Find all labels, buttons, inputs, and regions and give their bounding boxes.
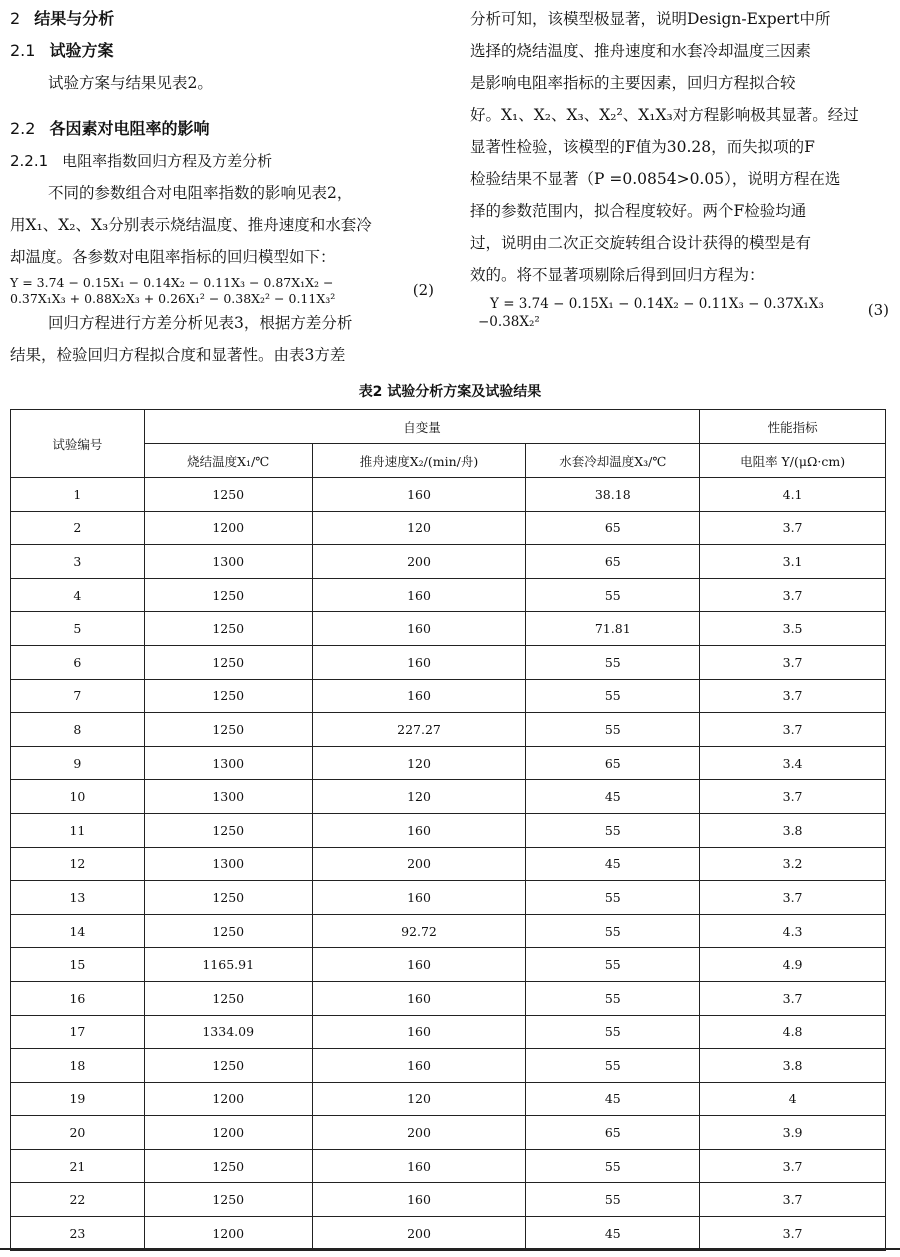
cell-resistivity: 3.8 [700,1049,886,1083]
cell-resistivity: 3.7 [700,713,886,747]
table-row [11,1116,886,1150]
table-row [11,645,886,679]
text-line: 是影响电阻率指标的主要因素，回归方程拟合较 [470,74,796,92]
cell-boat-speed: 200 [312,1116,526,1150]
table-row [11,511,886,545]
equation-line: Y = 3.74 − 0.15X₁ − 0.14X₂ − 0.11X₃ − 0.37X₁X₃ [490,296,824,312]
cell-sintering-temperature: 1334.09 [144,1015,312,1049]
cell-boat-speed: 200 [312,1217,526,1251]
table-row [11,578,886,612]
cell-cooling-temperature: 45 [526,847,700,881]
cell-trial-number: 13 [11,881,145,915]
cell-cooling-temperature: 71.81 [526,612,700,646]
equation-line: Y = 3.74 − 0.15X₁ − 0.14X₂ − 0.11X₃ − 0.87X₁X₂ − [10,275,334,290]
cell-resistivity: 3.7 [700,645,886,679]
cell-cooling-temperature: 65 [526,511,700,545]
section-title: 结果与分析 [34,9,115,28]
cell-sintering-temperature: 1250 [144,1149,312,1183]
cell-boat-speed: 160 [312,981,526,1015]
cell-boat-speed: 160 [312,612,526,646]
text-line: 结果，检验回归方程拟合度和显著性。由表3方差 [10,346,346,364]
cell-sintering-temperature: 1300 [144,746,312,780]
cell-boat-speed: 120 [312,511,526,545]
cell-cooling-temperature: 45 [526,780,700,814]
table-row [11,881,886,915]
text-line: 用X₁、X₂、X₃分别表示烧结温度、推舟速度和水套冷 [10,216,372,234]
cell-boat-speed: 160 [312,1015,526,1049]
table-row [11,1149,886,1183]
cell-resistivity: 4.1 [700,478,886,512]
cell-trial-number: 23 [11,1217,145,1251]
cell-resistivity: 3.7 [700,511,886,545]
cell-trial-number: 10 [11,780,145,814]
cell-sintering-temperature: 1200 [144,1116,312,1150]
cell-sintering-temperature: 1200 [144,1217,312,1251]
table-row [11,847,886,881]
cell-sintering-temperature: 1250 [144,478,312,512]
table-row [11,679,886,713]
text-line: 分析可知，该模型极显著，说明Design-Expert中所 [470,10,831,28]
text-line: 检验结果不显著（P =0.0854>0.05），说明方程在选 [470,170,841,188]
cell-resistivity: 3.7 [700,981,886,1015]
cell-resistivity: 3.1 [700,545,886,579]
cell-sintering-temperature: 1250 [144,578,312,612]
cell-trial-number: 9 [11,746,145,780]
cell-trial-number: 12 [11,847,145,881]
cell-resistivity: 3.5 [700,612,886,646]
text-line: 回归方程进行方差分析见表3，根据方差分析 [48,314,353,332]
header-sintering-temperature: 烧结温度X₁/℃ [144,444,312,478]
cell-boat-speed: 160 [312,679,526,713]
cell-trial-number: 17 [11,1015,145,1049]
cell-sintering-temperature: 1250 [144,612,312,646]
table-row [11,746,886,780]
cell-cooling-temperature: 55 [526,1183,700,1217]
cell-sintering-temperature: 1250 [144,881,312,915]
cell-cooling-temperature: 55 [526,1015,700,1049]
cell-boat-speed: 160 [312,813,526,847]
section-title: 各因素对电阻率的影响 [49,119,210,138]
bottom-rule [0,1248,900,1250]
table-row [11,1015,886,1049]
header-boat-speed: 推舟速度X₂/(min/舟) [312,444,526,478]
cell-resistivity: 3.7 [700,679,886,713]
cell-sintering-temperature: 1250 [144,713,312,747]
equation-3 [470,295,895,331]
header-independent-variables: 自变量 [144,410,699,444]
cell-resistivity: 3.7 [700,578,886,612]
header-cooling-temperature: 水套冷却温度X₃/℃ [526,444,700,478]
cell-cooling-temperature: 55 [526,813,700,847]
table-row [11,1049,886,1083]
table-row [11,478,886,512]
cell-sintering-temperature: 1165.91 [144,948,312,982]
cell-boat-speed: 120 [312,780,526,814]
cell-cooling-temperature: 65 [526,1116,700,1150]
equation-line: −0.38X₂² [478,314,540,330]
cell-sintering-temperature: 1300 [144,780,312,814]
text-line: 选择的烧结温度、推舟速度和水套冷却温度三因素 [470,42,812,60]
cell-resistivity: 3.7 [700,1149,886,1183]
results-table [10,409,886,1251]
cell-trial-number: 18 [11,1049,145,1083]
cell-resistivity: 4.3 [700,914,886,948]
cell-resistivity: 3.9 [700,1116,886,1150]
cell-boat-speed: 160 [312,881,526,915]
cell-resistivity: 4 [700,1082,886,1116]
table-row [11,1183,886,1217]
text-line: 过，说明由二次正交旋转组合设计获得的模型是有 [470,234,812,252]
cell-resistivity: 3.2 [700,847,886,881]
cell-trial-number: 7 [11,679,145,713]
cell-trial-number: 21 [11,1149,145,1183]
cell-cooling-temperature: 55 [526,713,700,747]
cell-trial-number: 1 [11,478,145,512]
cell-sintering-temperature: 1250 [144,914,312,948]
cell-resistivity: 3.4 [700,746,886,780]
section-2-1-heading [10,35,440,67]
cell-sintering-temperature: 1250 [144,813,312,847]
cell-trial-number: 15 [11,948,145,982]
table-caption: 表2 试验分析方案及试验结果 [358,384,542,400]
table-row [11,813,886,847]
section-title: 电阻率指数回归方程及方差分析 [62,152,273,170]
cell-boat-speed: 160 [312,1049,526,1083]
table-row [11,1217,886,1251]
paragraph-2 [10,307,440,371]
text-line: 显著性检验，该模型的F值为30.28，而失拟项的F [470,138,815,156]
section-number: 2.2 [10,119,36,138]
cell-boat-speed: 200 [312,847,526,881]
section-2-2-heading [10,113,440,145]
header-performance-index: 性能指标 [700,410,886,444]
table-row [11,713,886,747]
cell-boat-speed: 92.72 [312,914,526,948]
text-line: 效的。将不显著项剔除后得到回归方程为： [470,266,765,284]
cell-boat-speed: 160 [312,1149,526,1183]
table-body [11,478,886,1251]
text-line: 不同的参数组合对电阻率指数的影响见表2， [48,184,353,202]
cell-resistivity: 3.7 [700,1183,886,1217]
cell-trial-number: 5 [11,612,145,646]
cell-boat-speed: 160 [312,948,526,982]
section-2-2-1-heading [10,145,440,177]
cell-sintering-temperature: 1250 [144,645,312,679]
text-line: 好。X₁、X₂、X₃、X₂²、X₁X₃对方程影响极其显著。经过 [470,106,859,124]
cell-cooling-temperature: 55 [526,1149,700,1183]
cell-resistivity: 3.7 [700,1217,886,1251]
cell-boat-speed: 120 [312,746,526,780]
equation-2 [10,275,440,307]
paragraph-3 [470,3,895,291]
cell-boat-speed: 160 [312,1183,526,1217]
cell-resistivity: 3.7 [700,780,886,814]
table-row [11,545,886,579]
cell-resistivity: 3.7 [700,881,886,915]
cell-cooling-temperature: 45 [526,1217,700,1251]
cell-sintering-temperature: 1250 [144,679,312,713]
cell-trial-number: 3 [11,545,145,579]
cell-resistivity: 3.8 [700,813,886,847]
header-resistivity: 电阻率 Y/(μΩ·cm) [700,444,886,478]
cell-trial-number: 8 [11,713,145,747]
cell-sintering-temperature: 1200 [144,1082,312,1116]
cell-boat-speed: 120 [312,1082,526,1116]
text-line: 择的参数范围内，拟合程度较好。两个F检验均通 [470,202,807,220]
cell-sintering-temperature: 1250 [144,1183,312,1217]
cell-trial-number: 20 [11,1116,145,1150]
section-number: 2.1 [10,41,36,60]
cell-boat-speed: 160 [312,478,526,512]
cell-trial-number: 19 [11,1082,145,1116]
cell-trial-number: 4 [11,578,145,612]
cell-cooling-temperature: 65 [526,746,700,780]
text-line: 却温度。各参数对电阻率指标的回归模型如下： [10,248,336,266]
header-trial-number: 试验编号 [11,410,145,478]
cell-trial-number: 6 [11,645,145,679]
table-row [11,981,886,1015]
equation-number: (2) [412,281,434,299]
table-row [11,948,886,982]
cell-trial-number: 16 [11,981,145,1015]
cell-cooling-temperature: 55 [526,645,700,679]
table-row [11,612,886,646]
cell-cooling-temperature: 55 [526,679,700,713]
cell-boat-speed: 200 [312,545,526,579]
cell-cooling-temperature: 55 [526,881,700,915]
cell-cooling-temperature: 55 [526,948,700,982]
cell-boat-speed: 227.27 [312,713,526,747]
left-column [10,0,440,371]
section-2-1-text: 试验方案与结果见表2。 [48,74,213,92]
section-number: 2 [10,9,21,28]
equation-number: (3) [867,301,889,319]
cell-boat-speed: 160 [312,645,526,679]
cell-cooling-temperature: 55 [526,981,700,1015]
cell-resistivity: 4.9 [700,948,886,982]
section-title: 试验方案 [49,41,114,60]
cell-sintering-temperature: 1300 [144,545,312,579]
section-number: 2.2.1 [10,152,49,170]
cell-sintering-temperature: 1250 [144,981,312,1015]
cell-cooling-temperature: 55 [526,578,700,612]
cell-cooling-temperature: 55 [526,1049,700,1083]
section-2-heading [10,3,440,35]
table-row [11,914,886,948]
cell-trial-number: 22 [11,1183,145,1217]
cell-cooling-temperature: 65 [526,545,700,579]
cell-resistivity: 4.8 [700,1015,886,1049]
cell-sintering-temperature: 1250 [144,1049,312,1083]
paragraph-1 [10,177,440,273]
equation-line: 0.37X₁X₃ + 0.88X₂X₃ + 0.26X₁² − 0.38X₂² − 0.11X₃² [10,291,336,306]
cell-trial-number: 14 [11,914,145,948]
table-row [11,1082,886,1116]
cell-cooling-temperature: 45 [526,1082,700,1116]
cell-trial-number: 11 [11,813,145,847]
cell-trial-number: 2 [11,511,145,545]
cell-boat-speed: 160 [312,578,526,612]
right-column [470,0,895,331]
cell-sintering-temperature: 1200 [144,511,312,545]
cell-cooling-temperature: 55 [526,914,700,948]
cell-sintering-temperature: 1300 [144,847,312,881]
table-row [11,780,886,814]
cell-cooling-temperature: 38.18 [526,478,700,512]
